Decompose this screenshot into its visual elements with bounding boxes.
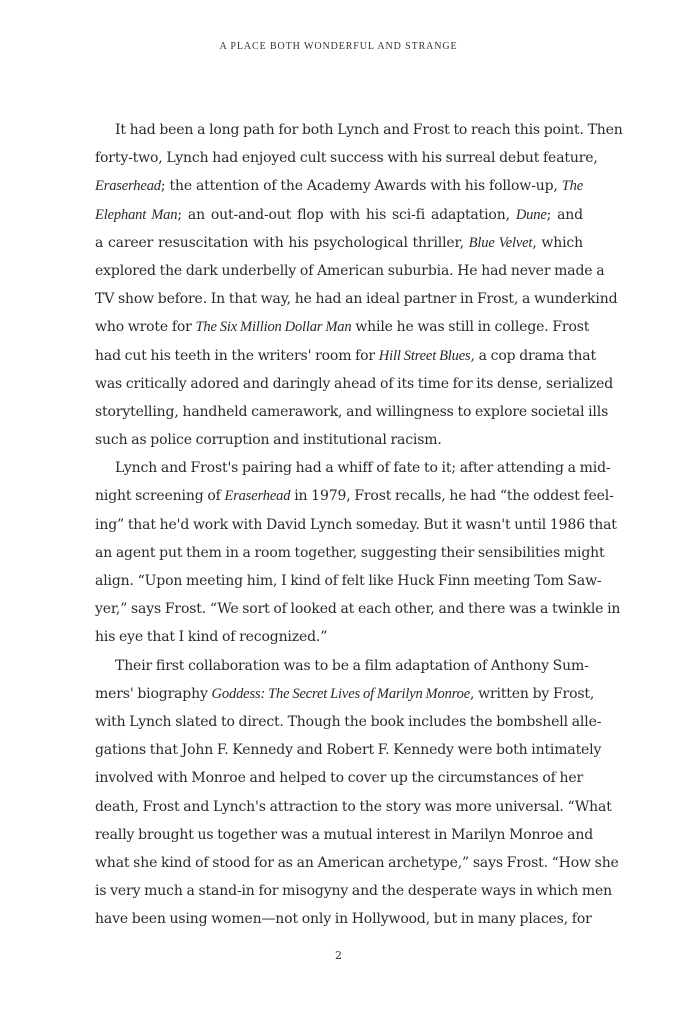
text-line xyxy=(95,454,611,482)
italic-title: Hill Street Blues xyxy=(378,347,471,364)
text-line xyxy=(95,708,602,736)
text-run: ; and xyxy=(546,206,583,223)
body-text xyxy=(95,116,623,933)
text-run: gations that John F. Kennedy and Robert F. Kennedy were both intimately xyxy=(95,742,602,759)
paragraph xyxy=(95,652,619,934)
text-line xyxy=(95,764,583,792)
text-run: while he was still in college. Frost xyxy=(351,319,590,336)
text-line xyxy=(95,849,619,877)
italic-title: Eraserhead xyxy=(95,178,161,195)
text-line xyxy=(95,426,583,454)
text-line xyxy=(95,116,623,144)
text-run: , written by Frost, xyxy=(470,685,595,702)
text-line xyxy=(95,511,617,539)
text-run: involved with Monroe and helped to cover up the circumstances of her xyxy=(95,770,583,787)
text-line xyxy=(95,285,618,313)
text-line xyxy=(95,877,613,905)
text-run: Their first collaboration was to be a film adaptation of Anthony Sum- xyxy=(115,657,589,674)
text-run: mers' biography xyxy=(95,685,212,702)
text-line xyxy=(95,313,590,341)
italic-title: Eraserhead xyxy=(224,488,291,505)
text-run: explored the dark underbelly of American suburbia. He had never made a xyxy=(95,262,605,279)
text-run: TV show before. In that way, he had an ideal partner in Frost, a wunderkind xyxy=(95,291,618,308)
text-run: such as police corruption and institutional racism. xyxy=(95,432,442,449)
text-run: storytelling, handheld camerawork, and willingness to explore societal ills xyxy=(95,403,609,420)
text-run: night screening of xyxy=(95,488,225,505)
text-run: had cut his teeth in the writers' room for xyxy=(95,347,379,364)
text-run: a career resuscitation with his psychological thriller, xyxy=(95,234,469,251)
text-line xyxy=(95,482,614,510)
text-run: Lynch and Frost's pairing had a whiff of fate to it; after attending a mid- xyxy=(115,460,611,477)
running-head: A PLACE BOTH WONDERFUL AND STRANGE xyxy=(219,41,458,52)
text-line xyxy=(95,257,605,285)
italic-title: Elephant Man xyxy=(95,206,178,223)
text-run: was critically adored and daringly ahead of its time for its dense, serialized xyxy=(95,375,614,392)
italic-title: Dune xyxy=(515,206,547,223)
text-line xyxy=(95,905,592,933)
text-line xyxy=(95,342,596,370)
text-run: forty-two, Lynch had enjoyed cult success with his surreal debut feature, xyxy=(95,150,598,167)
text-run: have been using women—not only in Hollywood, but in many places, for xyxy=(95,911,592,928)
text-run: in 1979, Frost recalls, he had “the oddest feel- xyxy=(290,488,614,505)
text-run: , which xyxy=(532,234,583,251)
text-line xyxy=(95,398,609,426)
text-run: It had been a long path for both Lynch and Frost to reach this point. Then xyxy=(115,122,623,138)
text-line xyxy=(95,144,598,172)
page-number: 2 xyxy=(335,949,342,962)
text-run: ; the attention of the Academy Awards with his follow-up, xyxy=(160,178,562,195)
paragraph xyxy=(95,454,621,651)
text-line xyxy=(95,736,602,764)
text-run: yer,” says Frost. “We sort of looked at each other, and there was a twinkle in xyxy=(95,601,621,618)
text-run: with Lynch slated to direct. Though the book includes the bombshell alle- xyxy=(95,713,602,730)
text-line xyxy=(95,539,605,567)
text-line xyxy=(95,652,589,680)
text-line xyxy=(95,567,602,595)
text-line xyxy=(95,201,583,229)
paragraph xyxy=(95,116,623,454)
text-run: , a cop drama that xyxy=(470,347,596,364)
text-run: an agent put them in a room together, suggesting their sensibilities might xyxy=(95,544,605,561)
text-line xyxy=(95,680,595,708)
italic-title: The xyxy=(561,178,583,195)
text-line xyxy=(95,370,614,398)
text-run: align. “Upon meeting him, I kind of felt like Huck Finn meeting Tom Saw- xyxy=(95,573,602,589)
italic-title: The Six Million Dollar Man xyxy=(195,319,352,336)
text-line xyxy=(95,821,594,849)
italic-title: Goddess: The Secret Lives of Marilyn Monroe xyxy=(211,685,471,702)
text-line xyxy=(95,229,583,257)
text-run: really brought us together was a mutual interest in Marilyn Monroe and xyxy=(95,826,594,843)
text-line xyxy=(95,793,612,821)
text-run: his eye that I kind of recognized.” xyxy=(95,629,328,646)
text-line xyxy=(95,595,621,623)
text-line xyxy=(95,172,583,200)
text-run: ing” that he'd work with David Lynch someday. But it wasn't until 1986 that xyxy=(95,516,617,533)
italic-title: Blue Velvet xyxy=(468,234,533,251)
text-run: death, Frost and Lynch's attraction to the story was more universal. “What xyxy=(95,798,612,815)
text-run: what she kind of stood for as an American archetype,” says Frost. “How she xyxy=(95,854,619,871)
text-run: is very much a stand-in for misogyny and the desperate ways in which men xyxy=(95,883,613,900)
text-run: who wrote for xyxy=(95,319,196,336)
text-line xyxy=(95,623,583,651)
text-run: ; an out-and-out flop with his sci-fi adaptation, xyxy=(177,206,516,223)
